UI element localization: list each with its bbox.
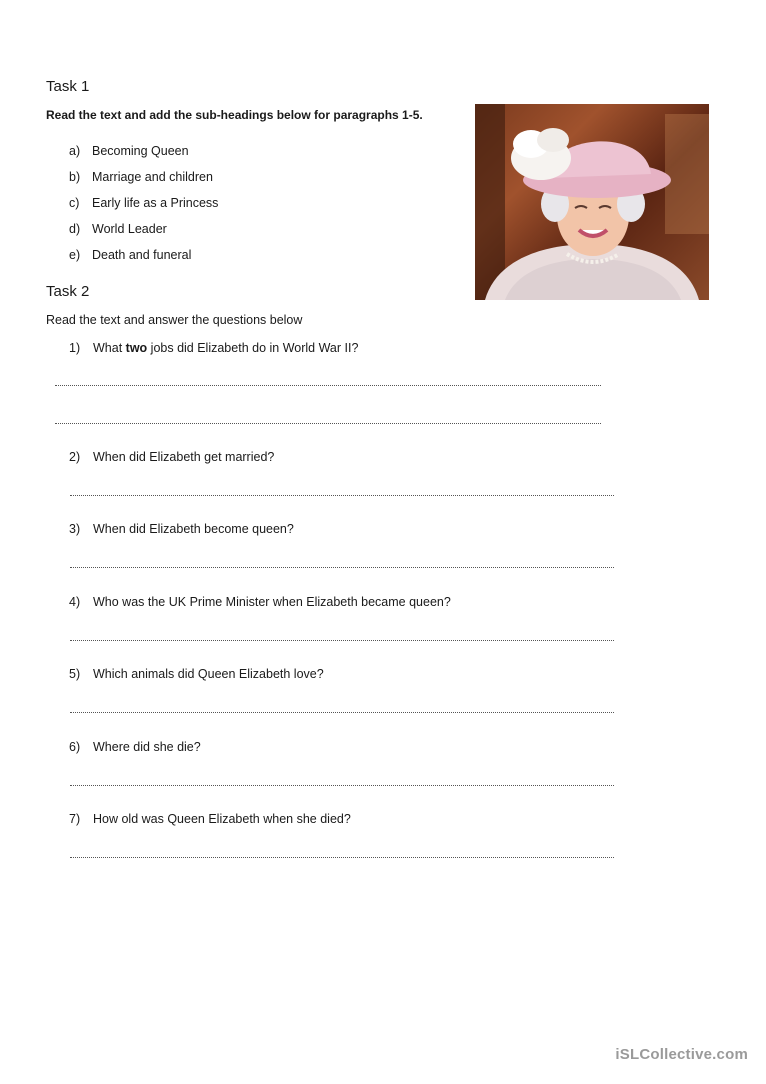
list-item-text: Marriage and children bbox=[92, 170, 213, 184]
question-number: 4) bbox=[69, 595, 81, 609]
question-1 bbox=[69, 341, 358, 355]
list-item-text: Early life as a Princess bbox=[92, 196, 219, 210]
question-text: Where did she die? bbox=[93, 740, 201, 754]
question-7 bbox=[69, 812, 351, 826]
list-item bbox=[69, 170, 213, 184]
question-6 bbox=[69, 740, 201, 754]
footer-watermark: iSLCollective.com bbox=[615, 1046, 748, 1063]
question-number: 3) bbox=[69, 522, 81, 536]
question-text-pre: What bbox=[93, 341, 126, 355]
task1-heading: Task 1 bbox=[46, 78, 90, 95]
question-number: 7) bbox=[69, 812, 81, 826]
list-item-label: e) bbox=[69, 248, 81, 262]
answer-line[interactable] bbox=[70, 785, 614, 786]
task2-instruction: Read the text and answer the questions below bbox=[46, 313, 303, 327]
question-text: When did Elizabeth become queen? bbox=[93, 522, 294, 536]
list-item bbox=[69, 222, 167, 236]
answer-line[interactable] bbox=[55, 385, 601, 386]
task2-heading: Task 2 bbox=[46, 283, 90, 300]
list-item bbox=[69, 196, 218, 210]
queen-photo bbox=[475, 104, 709, 300]
list-item bbox=[69, 248, 191, 262]
answer-line[interactable] bbox=[70, 640, 614, 641]
answer-line[interactable] bbox=[70, 495, 614, 496]
answer-line[interactable] bbox=[55, 423, 601, 424]
list-item-label: d) bbox=[69, 222, 81, 236]
list-item-text: Becoming Queen bbox=[92, 144, 189, 158]
list-item-label: a) bbox=[69, 144, 81, 158]
queen-portrait-icon bbox=[475, 104, 709, 300]
question-text: Which animals did Queen Elizabeth love? bbox=[93, 667, 324, 681]
question-4 bbox=[69, 595, 451, 609]
question-5 bbox=[69, 667, 324, 681]
task1-instruction: Read the text and add the sub-headings below for paragraphs 1-5. bbox=[46, 108, 423, 122]
answer-line[interactable] bbox=[70, 567, 614, 568]
list-item-text: World Leader bbox=[92, 222, 167, 236]
question-number: 2) bbox=[69, 450, 81, 464]
question-text: Who was the UK Prime Minister when Elizabeth became queen? bbox=[93, 595, 451, 609]
question-text-post: jobs did Elizabeth do in World War II? bbox=[147, 341, 359, 355]
question-2 bbox=[69, 450, 274, 464]
answer-line[interactable] bbox=[70, 712, 614, 713]
question-text-bold: two bbox=[125, 341, 148, 355]
list-item-label: c) bbox=[69, 196, 80, 210]
list-item-text: Death and funeral bbox=[92, 248, 192, 262]
question-number: 1) bbox=[69, 341, 81, 355]
question-text: When did Elizabeth get married? bbox=[93, 450, 275, 464]
question-number: 5) bbox=[69, 667, 81, 681]
question-text: How old was Queen Elizabeth when she died? bbox=[93, 812, 351, 826]
answer-line[interactable] bbox=[70, 857, 614, 858]
question-3 bbox=[69, 522, 294, 536]
list-item bbox=[69, 144, 189, 158]
question-number: 6) bbox=[69, 740, 81, 754]
list-item-label: b) bbox=[69, 170, 81, 184]
